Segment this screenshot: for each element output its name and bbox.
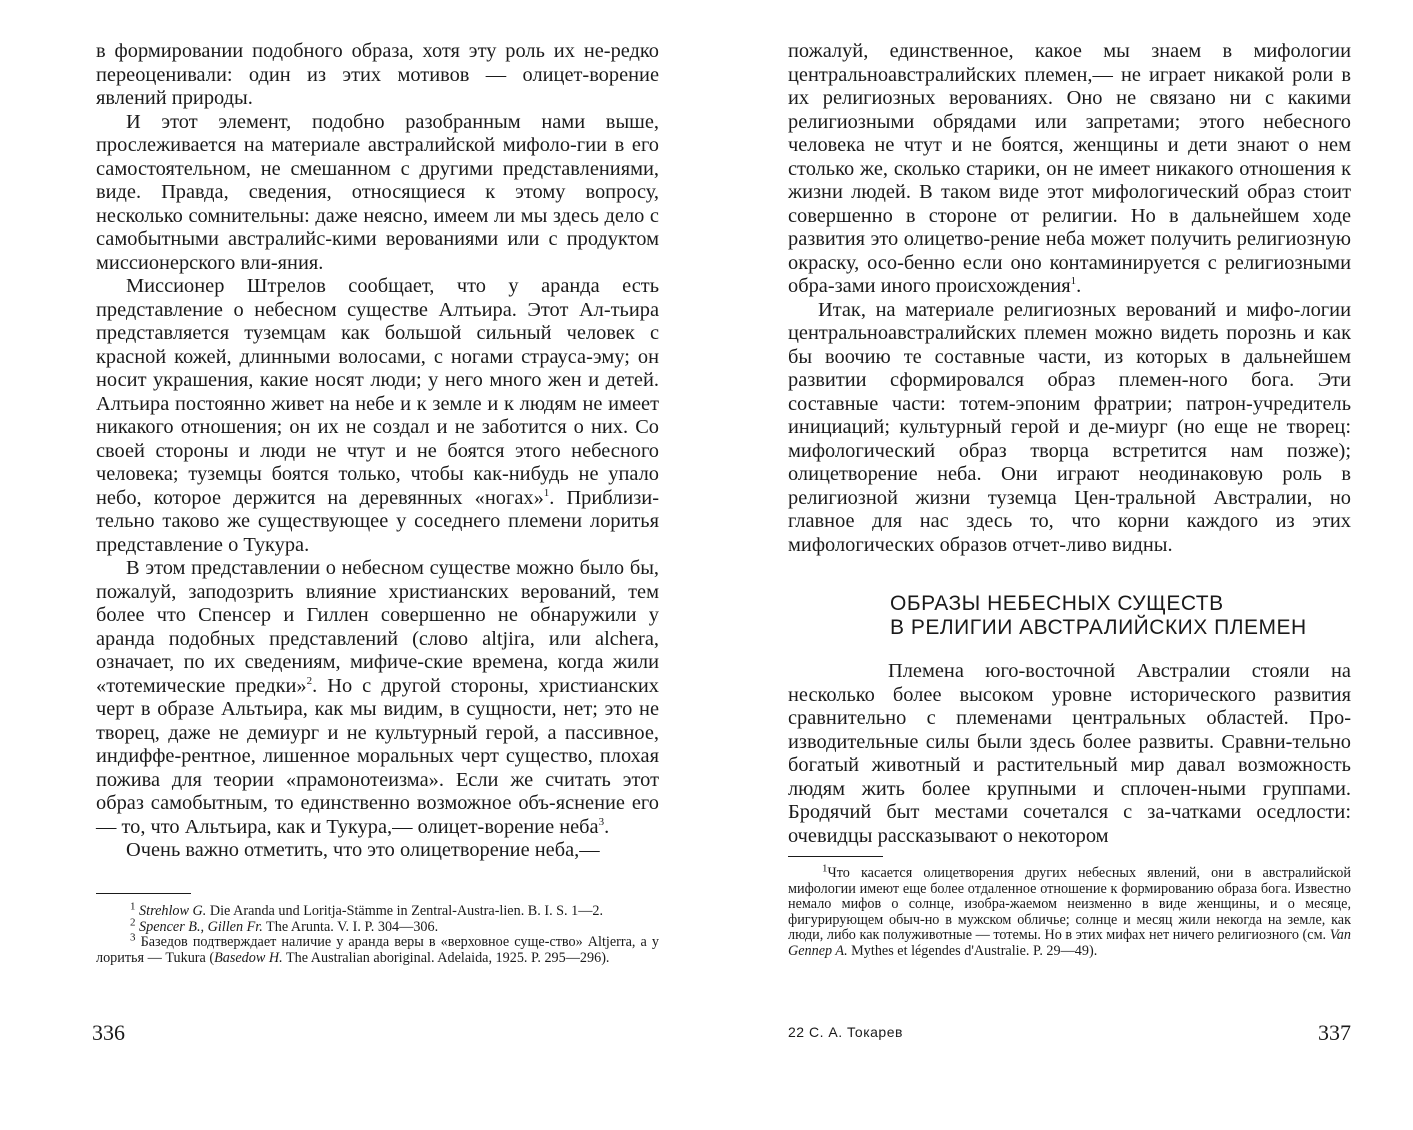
paragraph: Племена юго-восточной Австралии стояли на несколько более высоком уровне исторического развития сравнительно с племенами центральных областей. Про-изводительные силы были здесь более развиты. Сравни-тельно богатый животный и растительный мир давал возможность людям жить более крупными и сплочен-ными группами. Бродячий быт местами сочетался с за-чатками оседлости: очевидцы рассказывают о некотором bbox=[788, 660, 1351, 847]
right-body-text bbox=[788, 40, 1351, 557]
paragraph: Очень важно отметить, что это олицетворение неба,— bbox=[126, 839, 600, 861]
page-number: 337 bbox=[1318, 1020, 1351, 1045]
footnote-ref: 3 bbox=[598, 815, 605, 828]
paragraph: Итак, на материале религиозных верований и мифо-логии центральноавстралийских племен можно видеть порознь и как бы воочию те составные части, из которых в дальнейшем развитии сформировался образ племен-ного бога. Эти составные части: тотем-эпоним фратрии; патрон-учредитель инициаций; культурный герой и де-миург (но еще не творец: мифологический образ творца встретится нам позже); олицетворение неба. Они играют неодинаковую роль в религиозной жизни туземца Цен-тральной Австралии, но главное для нас здесь то, что корни каждого из этих мифологических образов отчет-ливо видны. bbox=[788, 298, 1351, 556]
footnote-divider bbox=[96, 893, 191, 894]
footnote-ref: 1 bbox=[543, 486, 550, 499]
right-lower-text bbox=[788, 660, 1351, 848]
footnote: $^3$ Базедов подтверждает наличие у аранда веры в «верховное суще-ство» Altjerra, а у лоритья — Tukura (Basedow H. The Australian aboriginal. Adelaida, 1925. P. 295—296). bbox=[96, 931, 659, 966]
left-footnotes bbox=[96, 900, 659, 966]
footnote-ref: 1 bbox=[1070, 275, 1077, 288]
left-body-text bbox=[96, 40, 659, 863]
right-page bbox=[706, 0, 1413, 1130]
right-footnotes bbox=[788, 862, 1351, 959]
signature-mark: 22 С. А. Токарев bbox=[788, 1024, 903, 1040]
footnote: $^1$Что касается олицетворения других небесных явлений, они в австралийской мифологии имеют еще более отдаленное отношение к формированию образа бога. Известно немало мифов о солнце, изобра-жаемом неизменно в виде женщины, и о месяце, фигурирующем обыч-но в мужском обличье; солнце и месяц жили некогда на земле, как люди, либо как полуживотные — тотемы. Но в этих мифах нет ничего религиозного (см. Van Gennep A. Mythes et légendes d'Australie. P. 29—49). bbox=[788, 862, 1351, 959]
heading-line: В РЕЛИГИИ АВСТРАЛИЙСКИХ ПЛЕМЕН bbox=[890, 616, 1307, 639]
footnote-divider bbox=[788, 856, 883, 857]
paragraph: В этом представлении о небесном существе можно было бы, пожалуй, заподозрить влияние христианских верований, тем более что Спенсер и Гиллен совершенно не обнаружили у аранда подобных представлений (слово altjira, или alchera, означает, по их сведениям, мифиче-ские времена, когда жили «тотемические предки»$^2$. Но с другой стороны, христианских черт в образе Альтьира, как мы видим, в сущности, нет; это не творец, даже не демиург и не культурный герой, а пассивное, индиффе-рентное, лишенное моральных черт существо, плохая пожива для теории «прамонотеизма». Если же считать этот образ самобытным, то единственно возможное объ-яснение его — то, что Альтьира, как и Тукура,— олицет-ворение неба$^3$. bbox=[96, 557, 659, 838]
page-number: 336 bbox=[92, 1020, 125, 1045]
paragraph: Миссионер Штрелов сообщает, что у аранда есть представление о небесном существе Алтьира. Этот Ал-тьира представляется туземцам как большой сильный человек с красной кожей, длинными волосами, с ногами страуса-эму; он носит украшения, какие носят люди; у него много жен и детей. Алтьира постоянно живет на небе и к земле и к людям не имеет никакого отношения; он их не создал и не заботится о них. Со своей стороны и люди не чтут и не боятся этого небесного человека; туземцы боятся только, чтобы как-нибудь не упало небо, которое держится на деревянных «ногах»$^1$. Приблизи-тельно таково же существующее у соседнего племени лоритья представление о Тукура. bbox=[96, 275, 659, 556]
heading-line: ОБРАЗЫ НЕБЕСНЫХ СУЩЕСТВ bbox=[890, 592, 1224, 615]
footnote: $^2$ Spencer B., Gillen Fr. The Arunta. V. I. P. 304—306. bbox=[130, 915, 439, 935]
paragraph: пожалуй, единственное, какое мы знаем в мифологии центральноавстралийских племен,— не играет никакой роли в их религиозных верованиях. Оно не связано ни с какими религиозными обрядами или запретами; этого небесного человека не чтут и не боятся, женщины и дети знают о нем столько же, сколько старики, он не имеет никакого отношения к жизни людей. В таком виде этот мифологический образ стоит совершенно в стороне от религии. Но в дальнейшем ходе развития это олицетво-рение неба может получить религиозную окраску, осо-бенно если оно контаминируется с религиозными обра-зами иного происхождения$^1$. bbox=[788, 40, 1351, 297]
section-heading bbox=[890, 592, 1370, 640]
footnote-ref: 2 bbox=[306, 674, 313, 687]
left-page bbox=[0, 0, 706, 1130]
footnote: $^1$ Strehlow G. Die Aranda und Loritja-Stämme in Zentral-Austra-lien. B. I. S. 1—2. bbox=[130, 900, 604, 919]
paragraph: в формировании подобного образа, хотя эту роль их не-редко переоценивали: один из этих мотивов — олицет-ворение явлений природы. bbox=[96, 40, 659, 109]
paragraph: И этот элемент, подобно разобранным нами выше, прослеживается на материале австралийской мифоло-гии в его самостоятельном, не смешанном с другими представлениями, виде. Правда, сведения, относящиеся к этому вопросу, несколько сомнительны: даже неясно, имеем ли мы здесь дело с самобытными австралийс-кими верованиями или с продуктом миссионерского вли-яния. bbox=[96, 110, 659, 274]
